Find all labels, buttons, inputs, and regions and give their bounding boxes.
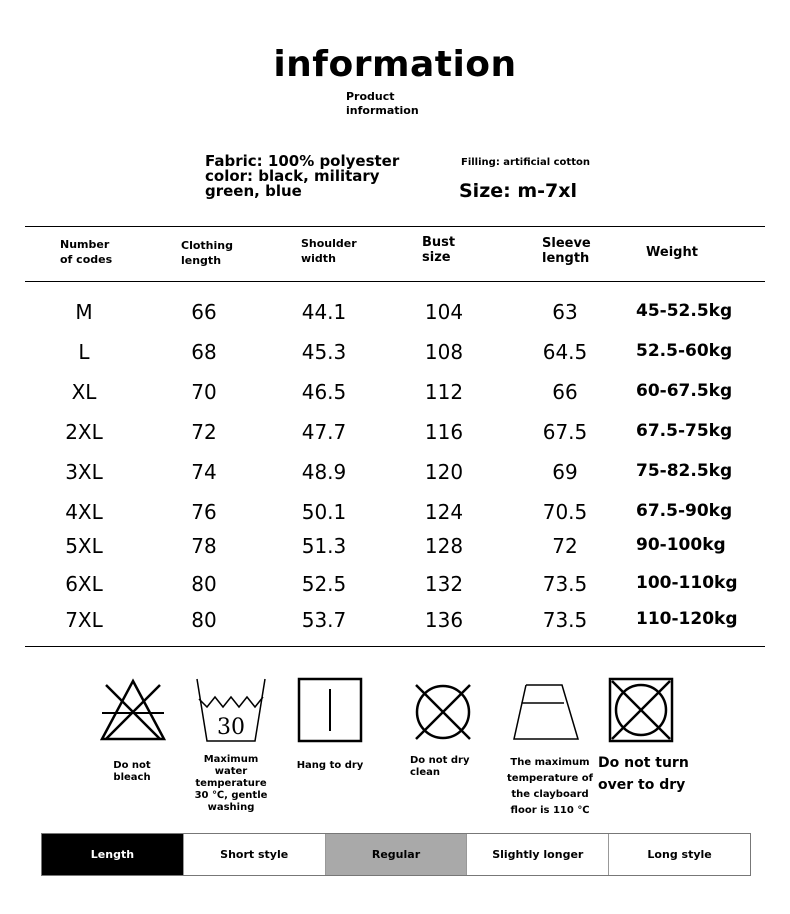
length-segment-long: Long style xyxy=(647,847,712,861)
wash-label: Maximum water temperature 30 ℃, gentle washing xyxy=(194,754,268,813)
cell-clothing-length: 74 xyxy=(191,460,217,484)
length-segment-short: Short style xyxy=(184,834,326,875)
header-weight: Weight xyxy=(646,245,698,260)
cell-size-code: 4XL xyxy=(65,500,103,524)
cell-shoulder-width: 53.7 xyxy=(301,608,347,632)
no-dry-clean-icon xyxy=(410,679,476,745)
table-header-rule xyxy=(25,281,765,282)
cell-sleeve-length: 70.5 xyxy=(542,500,588,524)
cell-clothing-length: 80 xyxy=(191,572,217,596)
cell-bust-size: 104 xyxy=(424,300,464,324)
hang-dry-icon xyxy=(297,677,363,743)
cell-bust-size: 136 xyxy=(424,608,464,632)
cell-size-code: 7XL xyxy=(65,608,103,632)
length-segment-slightly-longer: Slightly longer xyxy=(467,834,609,875)
cell-bust-size: 120 xyxy=(424,460,464,484)
cell-size-code: M xyxy=(75,300,93,324)
header-clothing-length: Clothing length xyxy=(181,239,233,267)
cell-clothing-length: 78 xyxy=(191,534,217,558)
no-bleach-icon xyxy=(98,677,168,743)
cell-size-code: 6XL xyxy=(65,572,103,596)
cell-bust-size: 116 xyxy=(424,420,464,444)
page-subtitle: Product information xyxy=(346,90,419,117)
cell-bust-size: 128 xyxy=(424,534,464,558)
cell-sleeve-length: 66 xyxy=(552,380,578,404)
cell-bust-size: 124 xyxy=(424,500,464,524)
cell-sleeve-length: 72 xyxy=(552,534,578,558)
cell-shoulder-width: 46.5 xyxy=(301,380,347,404)
hand-wash-30-icon xyxy=(193,675,269,745)
length-segment-regular: Regular xyxy=(326,834,468,875)
cell-size-code: 3XL xyxy=(65,460,103,484)
cell-bust-size: 108 xyxy=(424,340,464,364)
iron-label: The maximum temperature of the clayboard floor is 110 ℃ xyxy=(507,757,593,816)
cell-sleeve-length: 73.5 xyxy=(542,572,588,596)
cell-clothing-length: 68 xyxy=(191,340,217,364)
no-tumble-dry-icon xyxy=(608,677,674,743)
cell-clothing-length: 80 xyxy=(191,608,217,632)
cell-shoulder-width: 44.1 xyxy=(301,300,347,324)
filling-text: Filling: artificial cotton xyxy=(461,157,590,168)
cell-weight: 67.5-90kg xyxy=(636,501,733,521)
page-title: information xyxy=(273,44,517,85)
length-bar xyxy=(41,833,751,876)
cell-weight: 67.5-75kg xyxy=(636,421,733,441)
cell-clothing-length: 72 xyxy=(191,420,217,444)
cell-weight: 52.5-60kg xyxy=(636,341,733,361)
cell-sleeve-length: 64.5 xyxy=(542,340,588,364)
cell-sleeve-length: 69 xyxy=(552,460,578,484)
cell-size-code: L xyxy=(78,340,90,364)
cell-weight: 75-82.5kg xyxy=(636,461,733,481)
header-bust-size: Bust size xyxy=(422,235,456,265)
cell-size-code: 5XL xyxy=(65,534,103,558)
no-tumble-dry-label: Do not turn over to dry xyxy=(598,755,689,793)
cell-sleeve-length: 67.5 xyxy=(542,420,588,444)
cell-shoulder-width: 47.7 xyxy=(301,420,347,444)
color-text: color: black, military green, blue xyxy=(205,167,380,200)
cell-weight: 90-100kg xyxy=(636,535,726,555)
fabric-info xyxy=(205,154,405,199)
cell-size-code: 2XL xyxy=(65,420,103,444)
cell-shoulder-width: 45.3 xyxy=(301,340,347,364)
table-top-rule xyxy=(25,226,765,227)
length-segment-title: Length xyxy=(42,834,184,875)
cell-size-code: XL xyxy=(71,380,97,404)
cell-clothing-length: 76 xyxy=(191,500,217,524)
header-number-of-codes: Number of codes xyxy=(60,238,113,266)
cell-shoulder-width: 52.5 xyxy=(301,572,347,596)
hang-dry-label: Hang to dry xyxy=(296,760,364,771)
wash-temp-text: 30 xyxy=(217,715,245,740)
cell-bust-size: 132 xyxy=(424,572,464,596)
cell-clothing-length: 66 xyxy=(191,300,217,324)
size-range-text: Size: m-7xl xyxy=(459,180,578,202)
fabric-text: Fabric: 100% polyester xyxy=(205,152,400,170)
header-sleeve-length: Sleeve length xyxy=(542,236,591,266)
cell-weight: 100-110kg xyxy=(636,573,738,593)
cell-clothing-length: 70 xyxy=(191,380,217,404)
header-shoulder-width: Shoulder width xyxy=(301,237,357,265)
table-bottom-rule xyxy=(25,646,765,647)
cell-weight: 45-52.5kg xyxy=(636,301,733,321)
cell-shoulder-width: 51.3 xyxy=(301,534,347,558)
cell-bust-size: 112 xyxy=(424,380,464,404)
cell-weight: 60-67.5kg xyxy=(636,381,733,401)
no-bleach-label: Do not bleach xyxy=(113,760,151,783)
cell-shoulder-width: 48.9 xyxy=(301,460,347,484)
cell-shoulder-width: 50.1 xyxy=(301,500,347,524)
cell-weight: 110-120kg xyxy=(636,609,738,629)
cell-sleeve-length: 73.5 xyxy=(542,608,588,632)
iron-icon xyxy=(510,681,582,743)
no-dry-clean-label: Do not dry clean xyxy=(410,755,470,778)
cell-sleeve-length: 63 xyxy=(552,300,578,324)
